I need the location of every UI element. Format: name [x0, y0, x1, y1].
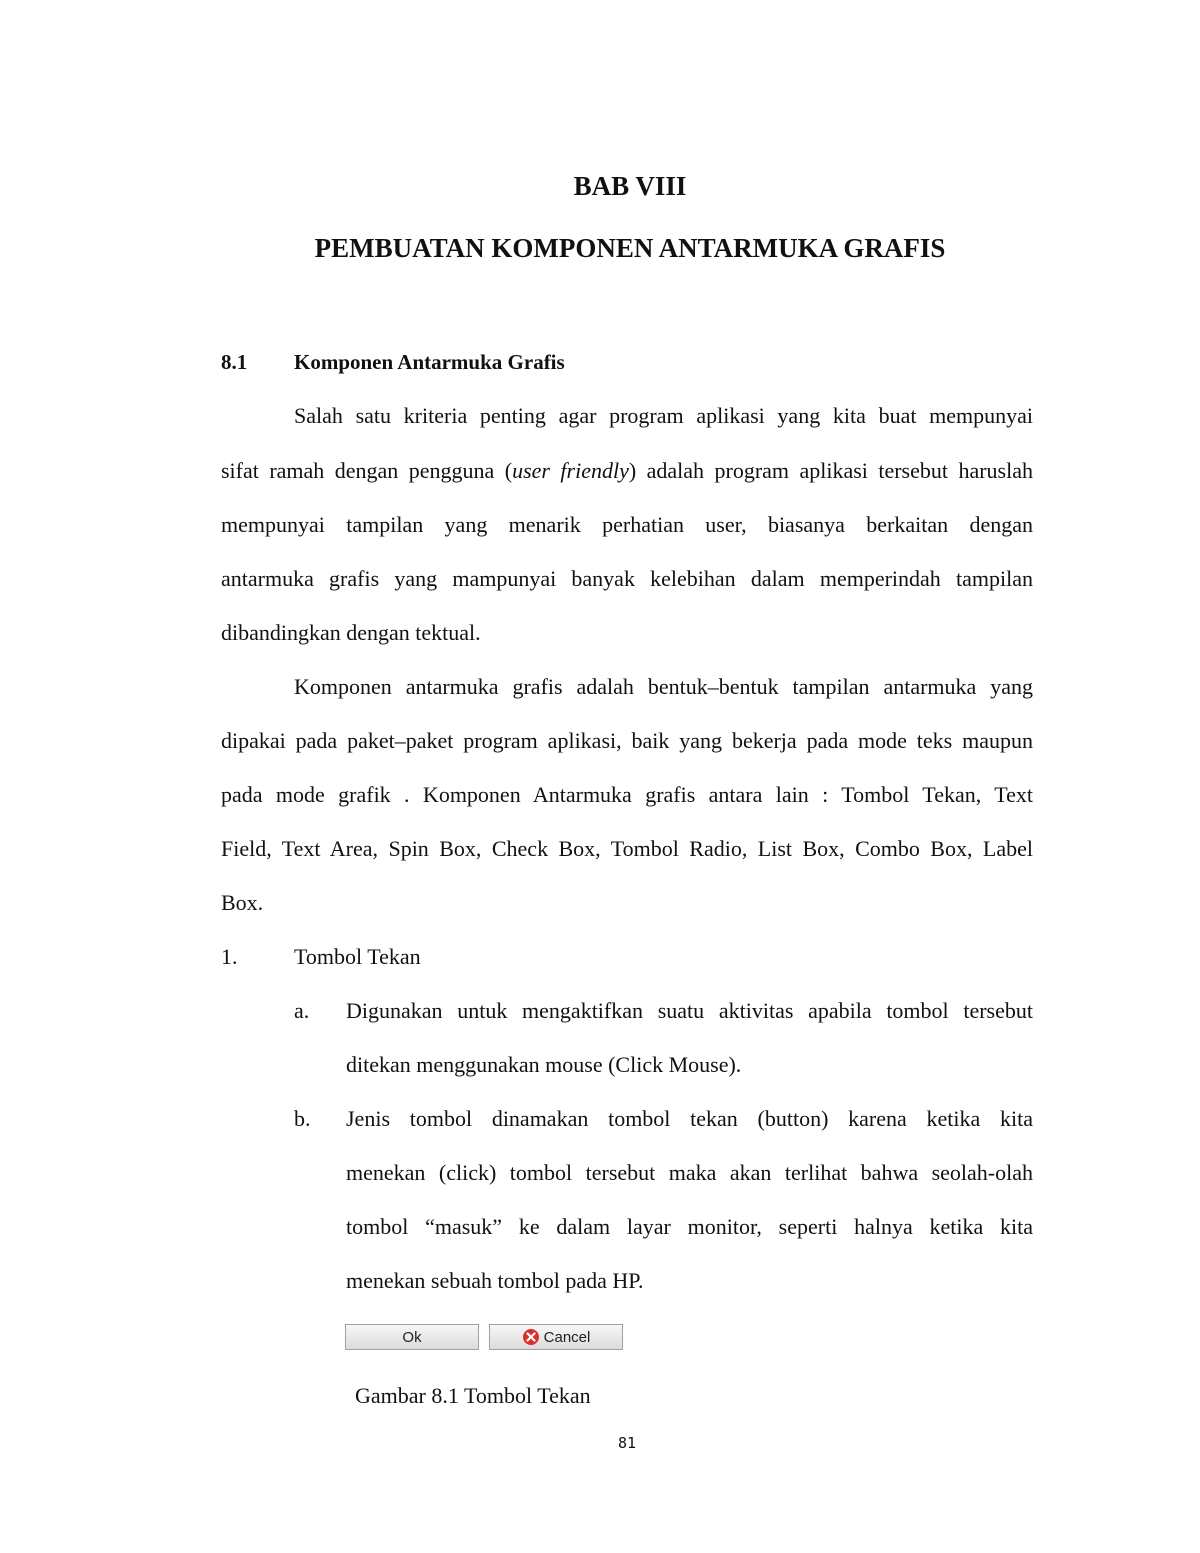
cancel-button[interactable] — [489, 1324, 623, 1350]
ok-button[interactable] — [345, 1324, 479, 1350]
paragraph-1-line-2 — [221, 460, 1033, 482]
chapter-title: PEMBUATAN KOMPONEN ANTARMUKA GRAFIS — [314, 233, 946, 263]
paragraph-1-line-4: antarmuka grafis yang mampunyai banyak kelebihan dalam memperindah tampilan — [221, 566, 1033, 591]
sub-item-b-marker: b. — [294, 1106, 311, 1131]
paragraph-1-line-3: mempunyai tampilan yang menarik perhatian user, biasanya berkaitan dengan — [221, 512, 1033, 537]
italic-term: user friendly — [512, 458, 629, 483]
sub-item-a-line-1: Digunakan untuk mengaktifkan suatu aktivitas apabila tombol tersebut — [346, 998, 1033, 1023]
sub-item-b-line-4: menekan sebuah tombol pada HP. — [346, 1268, 644, 1293]
paragraph-1-line-5: dibandingkan dengan tektual. — [221, 620, 481, 645]
close-circle-icon — [522, 1328, 540, 1346]
list-title: Tombol Tekan — [294, 944, 421, 969]
section-number: 8.1 — [221, 350, 248, 374]
paragraph-2-line-5: Box. — [221, 890, 264, 915]
sub-item-b-line-3: tombol “masuk” ke dalam layar monitor, seperti halnya ketika kita — [346, 1214, 1033, 1239]
paragraph-2-line-2: dipakai pada paket–paket program aplikasi, baik yang bekerja pada mode teks maupun — [221, 728, 1033, 753]
sub-item-a-line-2: ditekan menggunakan mouse (Click Mouse). — [346, 1052, 742, 1077]
paragraph-1-line-2-before: sifat ramah dengan pengguna ( — [221, 458, 513, 483]
section-title: Komponen Antarmuka Grafis — [294, 350, 565, 374]
list-number: 1. — [221, 944, 238, 969]
sub-item-b-line-2: menekan (click) tombol tersebut maka akan terlihat bahwa seolah-olah — [346, 1160, 1033, 1185]
figure-caption: Gambar 8.1 Tombol Tekan — [355, 1383, 591, 1408]
paragraph-1-line-1: Salah satu kriteria penting agar program aplikasi yang kita buat mempunyai — [294, 403, 1033, 428]
chapter-label: BAB VIII — [573, 171, 687, 201]
page-number: 81 — [617, 1434, 637, 1452]
sub-item-b-line-1: Jenis tombol dinamakan tombol tekan (button) karena ketika kita — [346, 1106, 1033, 1131]
ok-button-label: Ok — [402, 1328, 422, 1346]
paragraph-1-line-2-after: ) adalah program aplikasi tersebut haruslah — [628, 458, 1033, 483]
sub-item-a-marker: a. — [294, 998, 310, 1023]
paragraph-2-line-1: Komponen antarmuka grafis adalah bentuk–bentuk tampilan antarmuka yang — [294, 674, 1033, 699]
cancel-button-label: Cancel — [543, 1328, 591, 1346]
figure-button-image — [345, 1324, 623, 1350]
paragraph-2-line-4: Field, Text Area, Spin Box, Check Box, Tombol Radio, List Box, Combo Box, Label — [221, 836, 1033, 861]
paragraph-2-line-3: pada mode grafik . Komponen Antarmuka grafis antara lain : Tombol Tekan, Text — [221, 782, 1033, 807]
